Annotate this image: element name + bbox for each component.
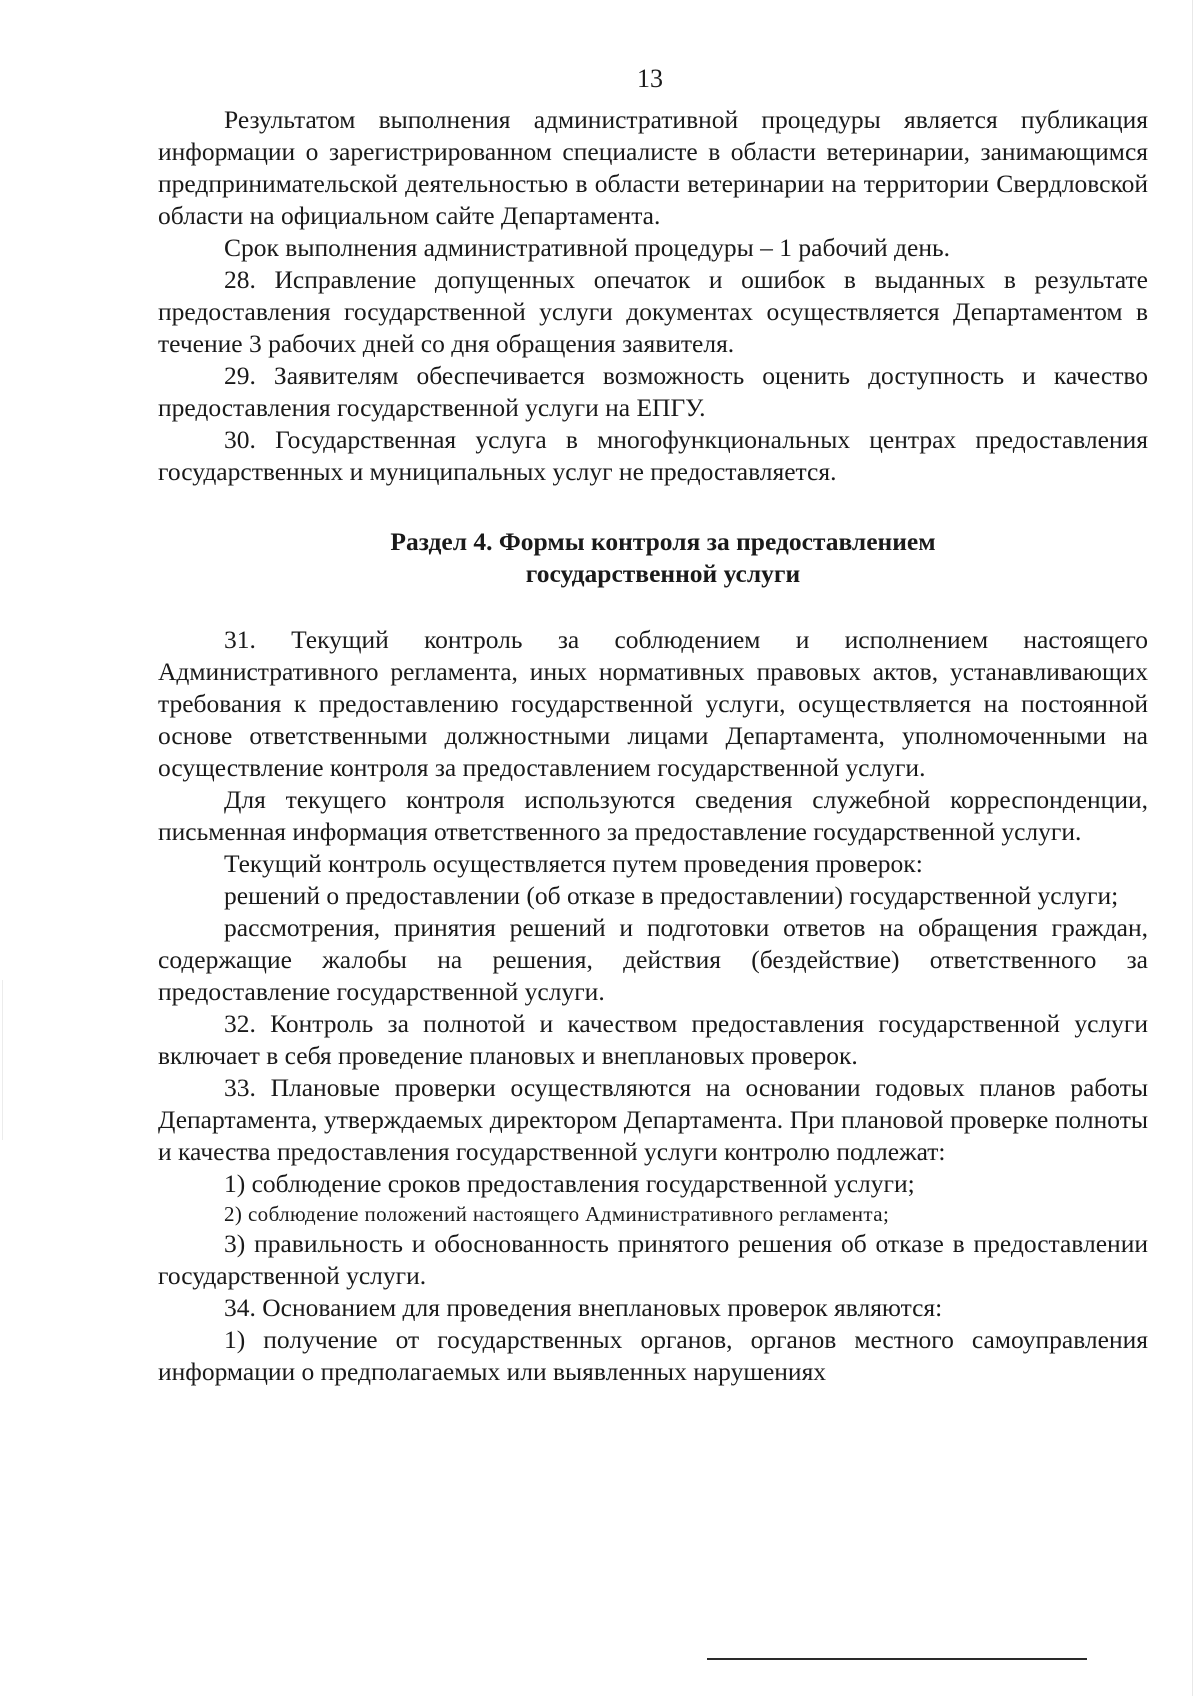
section-heading	[158, 526, 1148, 590]
list-item-33-2: 2) соблюдение положений настоящего Административного регламента;	[224, 1202, 890, 1226]
section-heading-line-1: Раздел 4. Формы контроля за предоставлением	[390, 527, 936, 556]
scan-artifact-line	[707, 1658, 1087, 1660]
list-item-34-1: 1) получение от государственных органов, органов местного самоуправления информации о предполагаемых или выявленных нарушениях	[158, 1325, 1148, 1386]
paragraph-28: 28. Исправление допущенных опечаток и ошибок в выданных в результате предоставления государственной услуги документах осуществляется Департаментом в течение 3 рабочих дней со дня обращения заявителя.	[158, 265, 1148, 358]
paragraph-34: 34. Основанием для проведения внеплановых проверок являются:	[224, 1293, 943, 1322]
paragraph-current-control-sources: Для текущего контроля используются сведения служебной корреспонденции, письменная информация ответственного за предоставление государственной услуги.	[158, 785, 1148, 846]
scan-edge-mark	[1192, 0, 1193, 1696]
paragraph-check-appeals: рассмотрения, принятия решений и подготовки ответов на обращения граждан, содержащие жалобы на решения, действия (бездействие) ответственного за предоставление государственной услуги.	[158, 913, 1148, 1006]
scan-edge-mark-left	[2, 980, 3, 1140]
paragraph-30: 30. Государственная услуга в многофункциональных центрах предоставления государственных и муниципальных услуг не предоставляется.	[158, 425, 1148, 486]
paragraph-deadline: Срок выполнения административной процедуры – 1 рабочий день.	[224, 233, 950, 262]
paragraph-31: 31. Текущий контроль за соблюдением и исполнением настоящего Административного регламента, иных нормативных правовых актов, устанавливающих требования к предоставлению государственной услуги, осуществляется на постоянной основе ответственными должностными лицами Департамента, уполномоченными на осуществление контроля за предоставлением государственной услуги.	[158, 625, 1148, 782]
paragraph-current-control-method: Текущий контроль осуществляется путем проведения проверок:	[224, 849, 923, 878]
section-heading-line-2: государственной услуги	[525, 559, 801, 588]
document-body	[158, 104, 1148, 1388]
list-item-33-1: 1) соблюдение сроков предоставления государственной услуги;	[224, 1169, 915, 1198]
paragraph-33: 33. Плановые проверки осуществляются на основании годовых планов работы Департамента, утверждаемых директором Департамента. При плановой проверке полноты и качества предоставления государственной услуги контролю подлежат:	[158, 1073, 1148, 1166]
paragraph-32: 32. Контроль за полнотой и качеством предоставления государственной услуги включает в себя проведение плановых и внеплановых проверок.	[158, 1009, 1148, 1070]
list-item-33-3: 3) правильность и обоснованность принятого решения об отказе в предоставлении государственной услуги.	[158, 1229, 1148, 1290]
paragraph-result: Результатом выполнения административной процедуры является публикация информации о зарегистрированном специалисте в области ветеринарии, занимающимся предпринимательской деятельностью в области ветеринарии на территории Свердловской области на официальном сайте Департамента.	[158, 105, 1148, 230]
paragraph-29: 29. Заявителям обеспечивается возможность оценить доступность и качество предоставления государственной услуги на ЕПГУ.	[158, 361, 1148, 422]
paragraph-check-decisions: решений о предоставлении (об отказе в предоставлении) государственной услуги;	[224, 881, 1119, 910]
page-number: 13	[637, 64, 663, 93]
